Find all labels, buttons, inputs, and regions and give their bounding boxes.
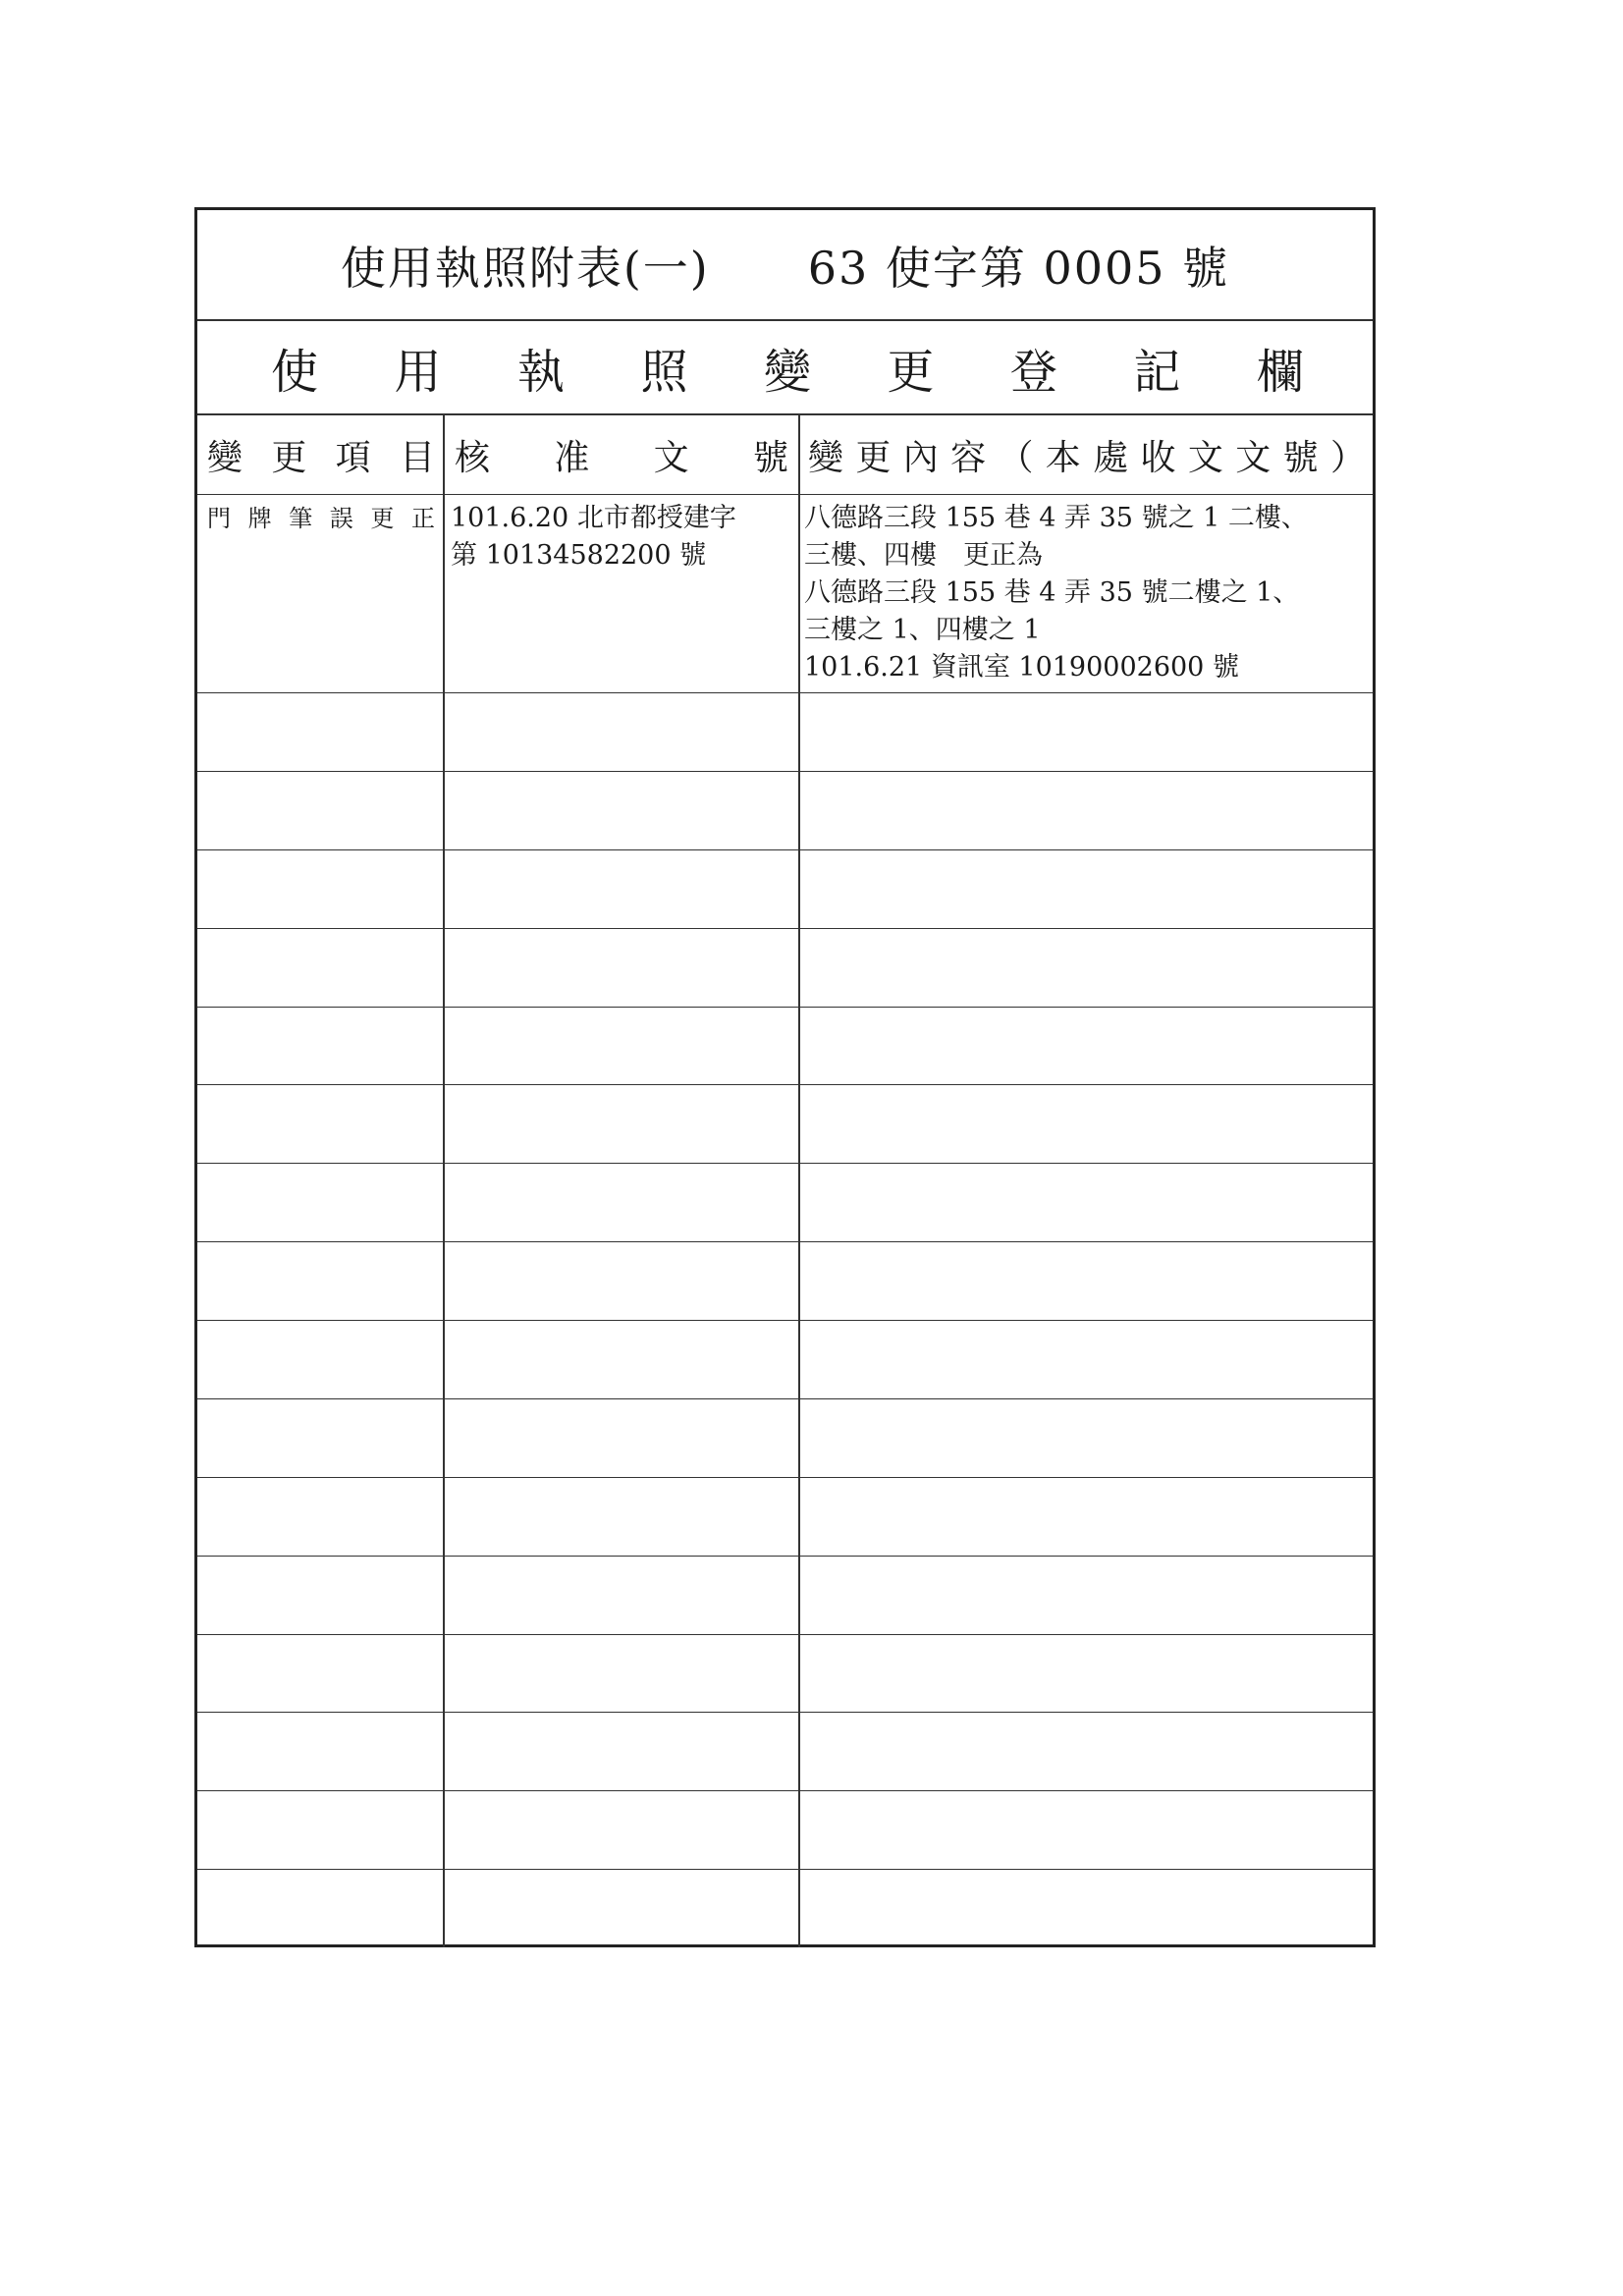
header-char: 更 (271, 437, 307, 478)
row-divider (197, 1790, 1373, 1791)
header-char: 容 (950, 437, 987, 478)
row-divider (197, 1869, 1373, 1870)
header-char: 變 (808, 437, 844, 478)
header-char: ） (1329, 437, 1366, 478)
header-char: 文 (1235, 437, 1271, 478)
row-divider (197, 1084, 1373, 1085)
section-heading-char: 照 (640, 344, 688, 400)
column-header-approval (451, 415, 794, 494)
entry-change-content (804, 500, 1308, 686)
license-number: 63 使字第 0005 號 (807, 241, 1230, 295)
section-heading-char: 更 (887, 344, 935, 400)
header-char: 准 (554, 437, 590, 478)
document-title (197, 210, 1373, 321)
header-char: 文 (1187, 437, 1223, 478)
column-header-content (806, 415, 1374, 494)
row-divider (197, 1320, 1373, 1321)
row-divider (197, 1007, 1373, 1008)
content-line: 三樓之 1、四樓之 1 (804, 615, 1041, 645)
header-char: 號 (1282, 437, 1319, 478)
row-divider (197, 1163, 1373, 1164)
content-line: 八德路三段 155 巷 4 弄 35 號二樓之 1、 (804, 577, 1300, 608)
header-char: 目 (399, 437, 435, 478)
section-heading-char: 變 (763, 344, 811, 400)
license-table-frame (194, 207, 1376, 1947)
row-divider (197, 1477, 1373, 1478)
header-char: 更 (855, 437, 892, 478)
content-line: 八德路三段 155 巷 4 弄 35 號之 1 二樓、 (804, 503, 1308, 533)
header-char: 號 (752, 437, 788, 478)
entry-approval-number (451, 500, 736, 574)
entry-item (203, 500, 439, 537)
header-char: 處 (1093, 437, 1129, 478)
approval-line: 101.6.20 北市都授建字 (451, 503, 736, 533)
row-divider (197, 849, 1373, 850)
header-char: 內 (902, 437, 939, 478)
header-char: 本 (1045, 437, 1081, 478)
content-line: 101.6.21 資訊室 10190002600 號 (804, 652, 1239, 683)
title-left: 使用執照附表(一) (340, 241, 710, 295)
item-char: 正 (410, 505, 435, 532)
column-header-item (203, 415, 439, 494)
section-heading-char: 使 (271, 344, 319, 400)
content-line: 三樓、四樓 更正為 (804, 540, 1043, 571)
row-divider (197, 494, 1373, 495)
header-char: 變 (207, 437, 243, 478)
row-divider (197, 771, 1373, 772)
header-char: 項 (335, 437, 371, 478)
section-heading-char: 記 (1133, 344, 1181, 400)
section-heading (197, 321, 1373, 415)
change-record-grid (197, 415, 1373, 1947)
header-char: 核 (455, 437, 491, 478)
item-char: 門 (207, 505, 231, 532)
item-char: 誤 (329, 505, 353, 532)
row-divider (197, 928, 1373, 929)
row-divider (197, 1712, 1373, 1713)
row-divider (197, 692, 1373, 693)
row-divider (197, 1634, 1373, 1635)
row-divider (197, 1241, 1373, 1242)
column-divider (798, 415, 800, 1947)
header-char: 收 (1140, 437, 1176, 478)
section-heading-char: 用 (394, 344, 442, 400)
section-heading-char: 欄 (1256, 344, 1304, 400)
item-char: 更 (370, 505, 395, 532)
section-heading-char: 登 (1009, 344, 1057, 400)
row-divider (197, 1398, 1373, 1399)
header-char: （ (998, 437, 1034, 478)
header-char: 文 (653, 437, 689, 478)
column-divider (443, 415, 445, 1947)
item-char: 筆 (289, 505, 313, 532)
row-divider (197, 1556, 1373, 1557)
section-heading-char: 執 (516, 344, 565, 400)
item-char: 牌 (247, 505, 272, 532)
approval-line: 第 10134582200 號 (451, 540, 707, 571)
